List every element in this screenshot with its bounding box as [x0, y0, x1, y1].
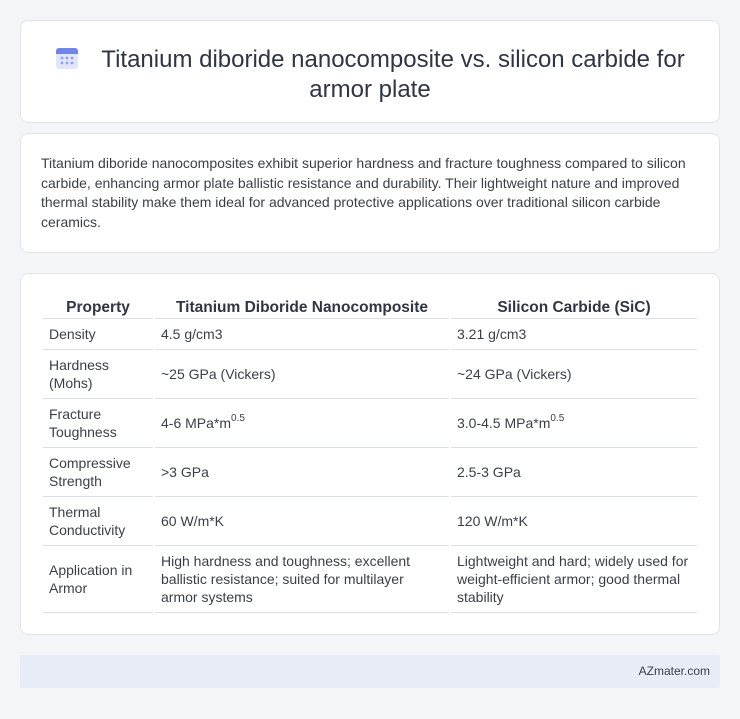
table-row [43, 497, 697, 546]
row-sic: 120 W/m*K [451, 497, 697, 546]
row-sic: 3.21 g/cm3 [451, 319, 697, 350]
tib2-toughness-exponent: 0.5 [231, 413, 245, 425]
comparison-card [20, 273, 720, 635]
table-row [43, 350, 697, 399]
row-sic: Lightweight and hard; widely used for weight-efficient armor; good thermal stability [451, 546, 697, 613]
table-row [43, 546, 697, 613]
table-row [43, 448, 697, 497]
sic-toughness-exponent: 0.5 [550, 413, 565, 425]
summary-card [20, 133, 720, 253]
table-header-row [43, 294, 697, 319]
row-tib2: High hardness and toughness; excellent ballistic resistance; suited for multilayer armor systems [155, 546, 449, 613]
row-property: Thermal Conductivity [43, 497, 153, 546]
row-tib2: ~25 GPa (Vickers) [155, 350, 449, 399]
row-tib2: 4.5 g/cm3 [155, 319, 449, 350]
row-property: Application in Armor [43, 546, 153, 613]
footer-bar [20, 655, 720, 688]
table-row [43, 319, 697, 350]
page-title [21, 45, 719, 105]
row-tib2 [155, 399, 449, 448]
table-row [43, 399, 697, 448]
title-card [20, 20, 720, 123]
summary-text: Titanium diboride nanocomposites exhibit superior hardness and fracture toughness compared to silicon carbide, enhancing armor plate ballistic resistance and durability. Their lightweight nature and improved thermal stability make them ideal for advanced protective applications over traditional silicon carbide ceramics. [41, 155, 686, 230]
row-tib2: >3 GPa [155, 448, 449, 497]
row-sic: 2.5-3 GPa [451, 448, 697, 497]
calendar-icon [55, 46, 79, 70]
header-tib2: Titanium Diboride Nanocomposite [155, 294, 449, 319]
header-property: Property [43, 294, 153, 319]
tib2-toughness-value: 4-6 MPa*m [161, 415, 232, 431]
row-property: Compressive Strength [43, 448, 153, 497]
header-sic: Silicon Carbide (SiC) [451, 294, 697, 319]
row-tib2: 60 W/m*K [155, 497, 449, 546]
comparison-table [41, 294, 699, 613]
row-sic [451, 399, 697, 448]
row-property: Fracture Toughness [43, 399, 153, 448]
row-property: Density [43, 319, 153, 350]
page-title-text: Titanium diboride nanocomposite vs. silicon carbide for armor plate [101, 46, 685, 103]
footer-brand: AZmater.com [638, 664, 710, 678]
row-property: Hardness (Mohs) [43, 350, 153, 399]
row-sic: ~24 GPa (Vickers) [451, 350, 697, 399]
sic-toughness-value: 3.0-4.5 MPa*m [457, 415, 551, 431]
